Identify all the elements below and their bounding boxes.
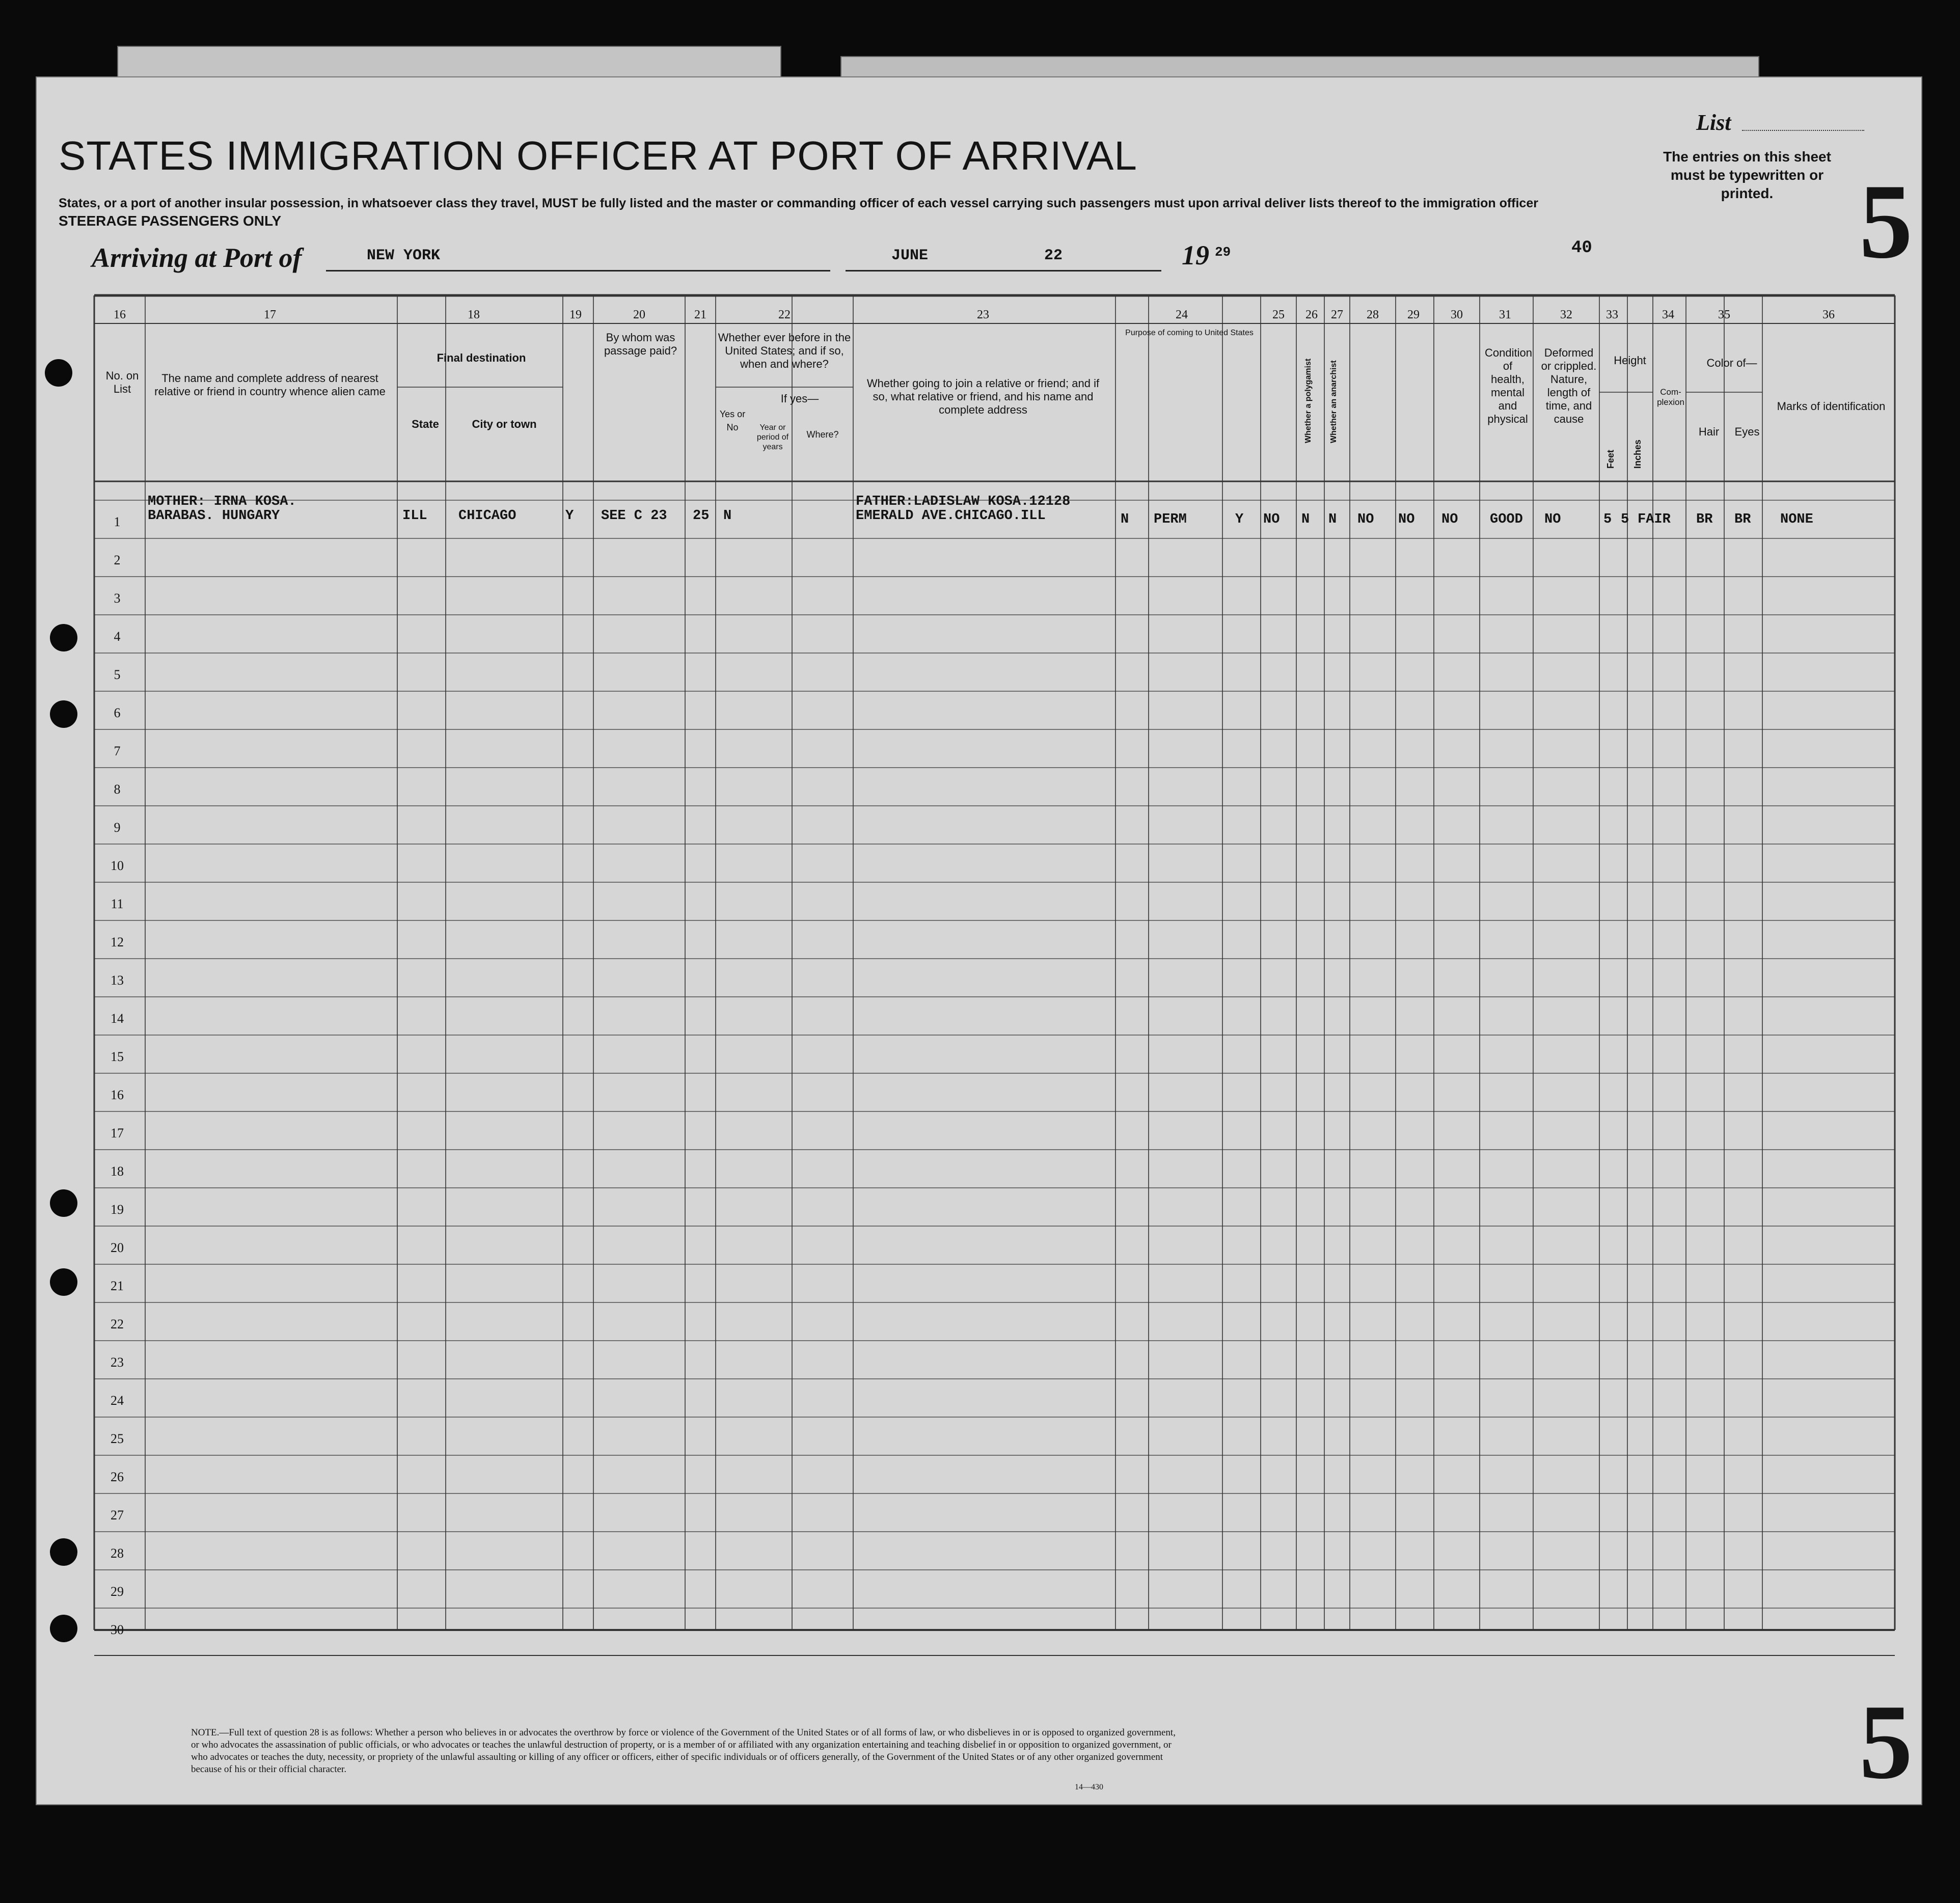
header-polygamist: Whether a polygamist (1304, 358, 1313, 443)
row-number: 12 (111, 935, 124, 949)
row-number: 13 (111, 973, 124, 988)
entry-deformed: NO (1544, 512, 1561, 527)
row-number: 4 (114, 629, 121, 644)
header-condition: Condition of health, mental and physical (1485, 346, 1532, 425)
row-number: 14 (111, 1011, 124, 1026)
relative-line1: MOTHER: IRNA KOSA. (148, 494, 296, 509)
row-number: 8 (114, 782, 121, 797)
header-state: State (412, 418, 439, 430)
row-number: 1 (114, 514, 121, 529)
column-number: 29 (1407, 308, 1420, 321)
row-number: 15 (111, 1049, 124, 1064)
relative-line2: BARABAS. HUNGARY (148, 508, 280, 524)
column-number: 35 (1718, 308, 1730, 321)
entry-paid-by: SEE C 23 (601, 508, 667, 524)
header-inches: Inches (1632, 439, 1643, 469)
column-number: 18 (468, 308, 480, 321)
header-where: Where? (806, 429, 839, 440)
header-complexion: Com- plexion (1657, 387, 1684, 407)
header-ever-in-us: Whether ever before in the United States; and if so, when and where? (718, 331, 851, 370)
header-nearest-relative: The name and complete address of nearest relative or friend in country whence alien came (154, 372, 386, 398)
entries-note: The entries on this sheet must be typewritten or printed. (1663, 149, 1831, 201)
header-feet: Feet (1605, 449, 1616, 469)
entry-health: GOOD (1490, 512, 1523, 527)
entry-ever-in-us: N (723, 508, 732, 524)
column-number: 23 (977, 308, 989, 321)
entry-col27: N (1328, 512, 1337, 527)
joining-line2: EMERALD AVE.CHICAGO.ILL (856, 508, 1046, 524)
row-number: 28 (111, 1546, 124, 1561)
column-number: 36 (1822, 308, 1835, 321)
sheet-number-bottom: 5 (1859, 1683, 1913, 1801)
entry-inches: 5 (1621, 512, 1629, 527)
footer-note: NOTE.—Full text of question 28 is as follows: Whether a person who believes in or advocates the overthrow by force or violence of the Government of the United States or of all forms of law, or who disbelieves in or is opposed to organized government, or who advocates the assassination of public officials, or who advocates or teaches the unlawful destruction of property, or is a member of or affiliated with any organization entertaining and teaching disbelief in or opposition to organized government, or who advocates or teaches the duty, necessity, or propriety of the unlawful assaulting or killing of any officer or officers, either of specific individuals or of officers generally, of the Government of the United States or of any other organized government because of his or their official character. (191, 1727, 1176, 1775)
entry-col21: 25 (693, 508, 710, 524)
column-number: 24 (1176, 308, 1188, 321)
column-number: 27 (1331, 308, 1343, 321)
entry-col24a: N (1121, 512, 1129, 527)
header-final-destination: Final destination (437, 351, 526, 364)
row-number: 17 (111, 1126, 124, 1140)
row-number: 18 (111, 1164, 124, 1179)
day-value: 22 (1044, 247, 1063, 264)
year-prefix: 19 (1182, 240, 1209, 270)
column-number: 16 (114, 308, 126, 321)
page-title: STATES IMMIGRATION OFFICER AT PORT OF ARRIVAL (59, 133, 1137, 178)
row-number: 23 (111, 1355, 124, 1370)
row-number: 24 (111, 1393, 124, 1408)
row-number: 26 (111, 1470, 124, 1484)
column-number: 21 (694, 308, 706, 321)
header-joining-relative: Whether going to join a relative or friend; and if so, what relative or friend, and his name and complete address (866, 377, 1100, 416)
row-number: 10 (111, 858, 124, 873)
column-number: 30 (1451, 308, 1463, 321)
header-deformed: Deformed or crippled. Nature, length of time, and cause (1541, 346, 1597, 425)
entry-city: CHICAGO (458, 508, 516, 524)
row-number: 6 (114, 705, 121, 720)
row-number: 21 (111, 1279, 124, 1293)
header-marks: Marks of identification (1777, 400, 1886, 413)
month-value: JUNE (891, 247, 929, 264)
entry-col28: NO (1357, 512, 1374, 527)
entry-length-of-stay: PERM (1154, 512, 1187, 527)
row-number: 7 (114, 744, 121, 758)
column-number: 34 (1662, 308, 1674, 321)
header-by-whom-paid: By whom was passage paid? (604, 331, 677, 357)
list-label: List (1696, 110, 1731, 135)
header-eyes: Eyes (1734, 425, 1760, 438)
entry-eyes: BR (1734, 512, 1751, 527)
column-number: 26 (1305, 308, 1318, 321)
year-suffix: 29 (1215, 244, 1231, 260)
entry-complexion: FAIR (1638, 512, 1671, 527)
header-hair: Hair (1698, 425, 1720, 438)
header-city: City or town (472, 418, 537, 430)
header-height: Height (1614, 354, 1646, 367)
header-no-on-list: No. on List (105, 369, 139, 395)
sheet-mark: 40 (1571, 238, 1592, 258)
row-number: 16 (111, 1088, 124, 1102)
row-number: 22 (111, 1317, 124, 1331)
header-anarchist: Whether an anarchist (1329, 360, 1338, 443)
row-number: 11 (111, 896, 124, 911)
column-number: 32 (1560, 308, 1572, 321)
entry-col24c: Y (1235, 512, 1244, 527)
row-number: 5 (114, 667, 121, 682)
header-years: Year or period of years (756, 423, 789, 451)
column-number: 28 (1367, 308, 1379, 321)
column-number: 20 (633, 308, 645, 321)
column-number: 22 (778, 308, 791, 321)
column-number: 19 (569, 308, 582, 321)
row-number: 29 (111, 1584, 124, 1599)
sheet-number-top: 5 (1859, 162, 1913, 281)
header-if-yes: If yes— (780, 392, 819, 405)
entry-col19: Y (565, 508, 574, 524)
entry-col29: NO (1398, 512, 1415, 527)
entry-hair: BR (1696, 512, 1713, 527)
header-purpose: Purpose of coming to United States (1125, 329, 1254, 337)
column-number: 33 (1606, 308, 1618, 321)
row-number: 9 (114, 820, 121, 835)
header-subtitle: States, or a port of another insular possession, in whatsoever class they travel, MUST be fully listed and the master or commanding officer of each vessel carrying such passengers must upon arrival deliver lists thereof to the immigration officer (59, 196, 1538, 210)
row-number: 20 (111, 1240, 124, 1255)
joining-line1: FATHER:LADISLAW KOSA.12128 (856, 494, 1071, 509)
entry-col25: NO (1263, 512, 1280, 527)
row-number: 30 (111, 1622, 124, 1637)
port-value: NEW YORK (367, 247, 441, 264)
entry-col30: NO (1441, 512, 1458, 527)
arriving-label: Arriving at Port of (92, 242, 302, 273)
form-code: 14—430 (1075, 1783, 1103, 1791)
entry-marks: NONE (1780, 512, 1813, 527)
column-number: 17 (264, 308, 276, 321)
row-number: 3 (114, 591, 121, 606)
entry-col26: N (1301, 512, 1310, 527)
row-number: 19 (111, 1202, 124, 1217)
row-number: 27 (111, 1508, 124, 1523)
row-number: 2 (114, 553, 121, 567)
row-number: 25 (111, 1431, 124, 1446)
header-color-of: Color of— (1706, 357, 1757, 369)
column-number: 25 (1272, 308, 1285, 321)
entry-state: ILL (402, 508, 427, 524)
column-number: 31 (1499, 308, 1511, 321)
header-yes-no: Yes or No (719, 409, 746, 432)
entry-feet: 5 (1603, 512, 1612, 527)
steerage-label: STEERAGE PASSENGERS ONLY (59, 213, 282, 229)
